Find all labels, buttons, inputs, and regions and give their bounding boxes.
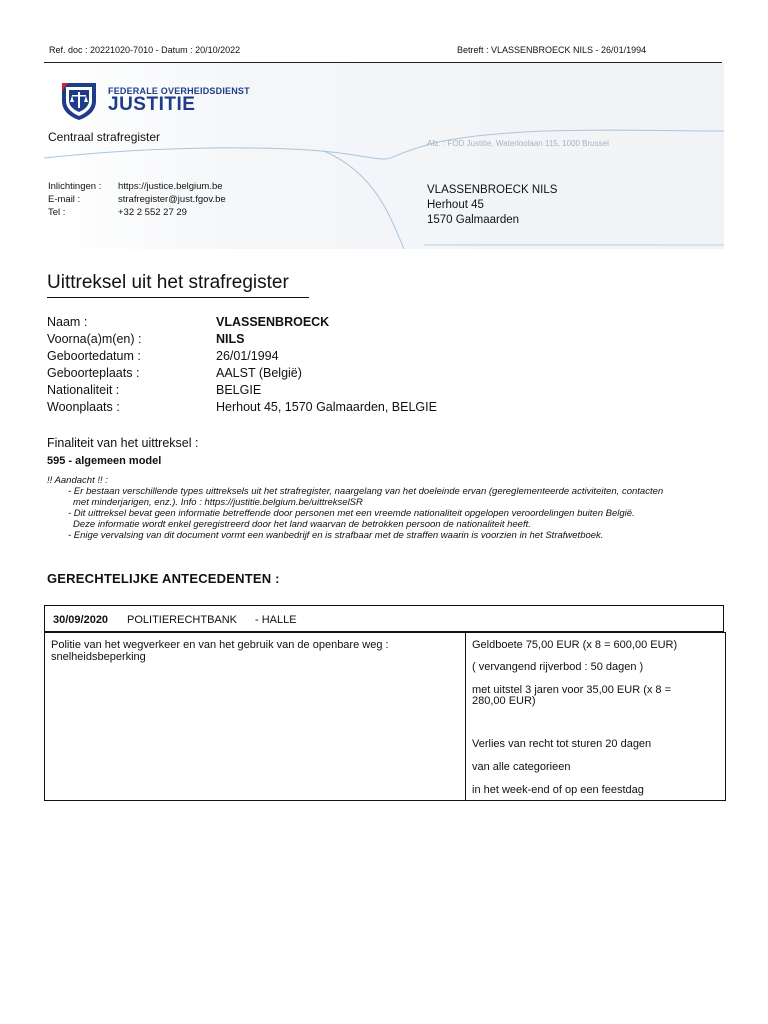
voornaam-value: NILS (216, 332, 245, 346)
note-line: - Dit uittreksel bevat geen informatie betreffende door personen met een vreemde nationaliteit opgelopen veroordelingen buiten België. (68, 508, 635, 519)
penalty-line: in het week-end of op een feestdag (472, 784, 644, 796)
finaliteit-label: Finaliteit van het uittreksel : (47, 436, 199, 450)
offense-line: Politie van het wegverkeer en van het gebruik van de openbare weg : (51, 639, 389, 651)
antecedents-heading: GERECHTELIJKE ANTECEDENTEN : (47, 571, 280, 586)
info-label: Inlichtingen : (48, 181, 102, 192)
offense-line: snelheidsbeperking (51, 651, 146, 663)
penalty-line: ( vervangend rijverbod : 50 dagen ) (472, 661, 644, 673)
document-subject: Betreft : VLASSENBROECK NILS - 26/01/1994 (457, 45, 647, 55)
voornaam-label: Voorna(a)m(en) : (47, 332, 142, 346)
tel-value: +32 2 552 27 29 (118, 207, 187, 218)
note-line: - Er bestaan verschillende types uittreksels uit het strafregister, naargelang van het doeleinde ervan (gereglementeerde activiteiten, contacten (68, 486, 664, 497)
geboorteplaats-label: Geboorteplaats : (47, 366, 140, 380)
sender-address: Afz. : FOD Justitie, Waterloolaan 115, 1000 Brussel (427, 139, 609, 148)
geboorteplaats-value: AALST (België) (216, 366, 302, 380)
note-line: Deze informatie wordt enkel geregistreerd door het land waarvan de betrokken persoon de nationaliteit heeft. (73, 519, 531, 530)
record-place: - HALLE (255, 614, 297, 626)
note-line: met minderjarigen, enz.). Info : https://justitie.belgium.be/uittrekselSR (73, 497, 363, 508)
document-reference: Ref. doc : 20221020-7010 - Datum : 20/10/2022 (49, 45, 241, 55)
geboortedatum-label: Geboortedatum : (47, 349, 141, 363)
record-date: 30/09/2020 (53, 614, 109, 626)
geboortedatum-value: 26/01/1994 (216, 349, 279, 363)
record-court: POLITIERECHTBANK (127, 614, 238, 626)
woonplaats-value: Herhout 45, 1570 Galmaarden, BELGIE (216, 400, 437, 414)
logo-justice-wordmark: JUSTITIE (108, 94, 196, 115)
woonplaats-label: Woonplaats : (47, 400, 120, 414)
recipient-name: VLASSENBROECK NILS (427, 184, 558, 196)
notes-heading: !! Aandacht !! : (47, 475, 108, 486)
recipient-street: Herhout 45 (427, 199, 484, 211)
penalty-line: van alle categorieen (472, 761, 571, 773)
registry-name: Centraal strafregister (48, 130, 161, 144)
recipient-city: 1570 Galmaarden (427, 214, 520, 226)
info-link[interactable]: https://justice.belgium.be (118, 181, 223, 192)
tel-label: Tel : (48, 207, 66, 218)
penalty-line: met uitstel 3 jaren voor 35,00 EUR (x 8 = (472, 684, 672, 696)
document-title: Uittreksel uit het strafregister (47, 272, 309, 298)
record-column-divider (465, 632, 466, 801)
finaliteit-value: 595 - algemeen model (47, 455, 162, 467)
justice-seal-icon (58, 79, 100, 121)
penalty-line: Geldboete 75,00 EUR (x 8 = 600,00 EUR) (472, 639, 678, 651)
naam-value: VLASSENBROECK (216, 315, 330, 329)
nationaliteit-label: Nationaliteit : (47, 383, 120, 397)
email-link[interactable]: strafregister@just.fgov.be (118, 194, 226, 205)
logo-agency-line: FEDERALE OVERHEIDSDIENST (108, 86, 250, 96)
penalty-line: 280,00 EUR) (472, 695, 536, 707)
email-label: E-mail : (48, 194, 81, 205)
record-detail-box (44, 632, 726, 801)
naam-label: Naam : (47, 315, 88, 329)
note-line: - Enige vervalsing van dit document vormt een wanbedrijf en is strafbaar met de straffen waarin is voorzien in het Strafwetboek. (68, 530, 604, 541)
nationaliteit-value: BELGIE (216, 383, 262, 397)
penalty-line: Verlies van recht tot sturen 20 dagen (472, 738, 652, 750)
